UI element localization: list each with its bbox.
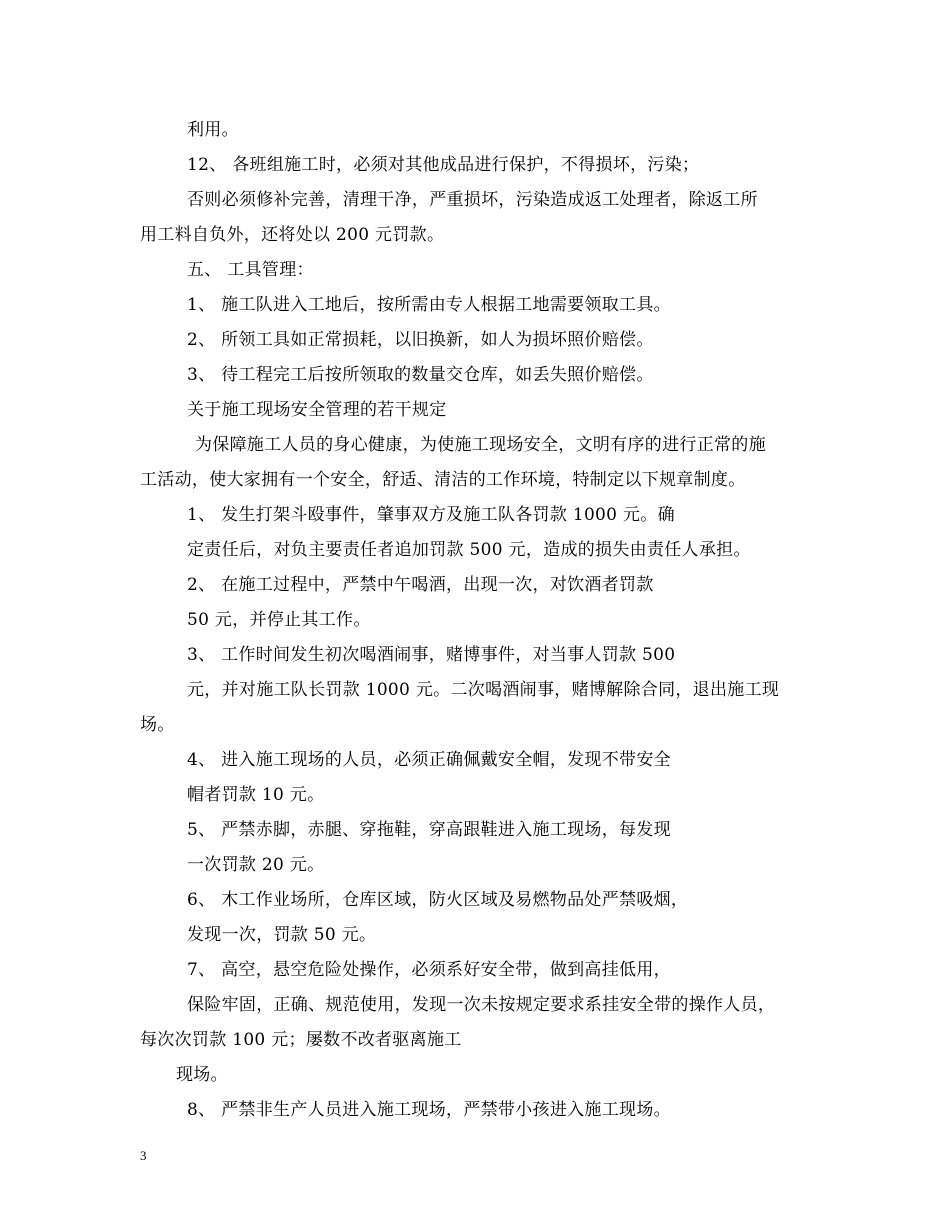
text-line: 为保障施工人员的身心健康，为使施工现场安全，文明有序的进行正常的施: [195, 435, 766, 455]
text-line: 12、 各班组施工时，必须对其他成品进行保护，不得损坏，污染；: [187, 155, 700, 175]
text-line: 利用。: [187, 120, 239, 140]
text-line: 场。: [140, 715, 175, 735]
text-line: 保险牢固，正确、规范使用，发现一次未按规定要求系挂安全带的操作人员，: [187, 995, 776, 1015]
text-line: 7、 高空，悬空危险处操作，必须系好安全带，做到高挂低用，: [187, 960, 671, 980]
text-line: 否则必须修补完善，清理干净，严重损坏，污染造成返工处理者，除返工所: [187, 190, 758, 210]
text-line: 定责任后，对负主要责任者追加罚款 500 元，造成的损失由责任人承担。: [187, 540, 751, 560]
text-line: 3、 待工程完工后按所领取的数量交仓库，如丢失照价赔偿。: [187, 365, 654, 385]
text-line: 50 元，并停止其工作。: [187, 610, 371, 630]
text-line: 6、 木工作业场所，仓库区域，防火区域及易燃物品处严禁吸烟，: [187, 890, 689, 910]
text-line: 4、 进入施工现场的人员，必须正确佩戴安全帽，发现不带安全: [187, 750, 671, 770]
text-line: 2、 在施工过程中，严禁中午喝酒，出现一次，对饮酒者罚款: [187, 575, 654, 595]
text-line: 一次罚款 20 元。: [187, 855, 325, 875]
text-line: 发现一次，罚款 50 元。: [187, 925, 377, 945]
page-number: 3: [140, 1148, 147, 1163]
section-heading: 五、 工具管理：: [187, 260, 314, 280]
text-line: 3、 工作时间发生初次喝酒闹事，赌博事件，对当事人罚款 500: [187, 645, 676, 665]
text-line: 5、 严禁赤脚，赤腿、穿拖鞋，穿高跟鞋进入施工现场，每发现: [187, 820, 671, 840]
section-title: 关于施工现场安全管理的若干规定: [187, 400, 447, 420]
text-line: 现场。: [176, 1065, 228, 1085]
text-line: 8、 严禁非生产人员进入施工现场，严禁带小孩进入施工现场。: [187, 1100, 671, 1120]
text-line: 工活动，使大家拥有一个安全，舒适、清洁的工作环境，特制定以下规章制度。: [140, 470, 746, 490]
text-line: 2、 所领工具如正常损耗，以旧换新，如人为损坏照价赔偿。: [187, 330, 654, 350]
text-line: 帽者罚款 10 元。: [187, 785, 325, 805]
text-line: 1、 发生打架斗殴事件，肇事双方及施工队各罚款 1000 元。确: [187, 505, 675, 525]
text-line: 每次次罚款 100 元；屡数不改者驱离施工: [140, 1030, 462, 1050]
text-line: 元，并对施工队长罚款 1000 元。二次喝酒闹事，赌博解除合同，退出施工现: [187, 680, 780, 700]
text-line: 1、 施工队进入工地后，按所需由专人根据工地需要领取工具。: [187, 295, 671, 315]
text-line: 用工料自负外，还将处以 200 元罚款。: [140, 225, 445, 245]
